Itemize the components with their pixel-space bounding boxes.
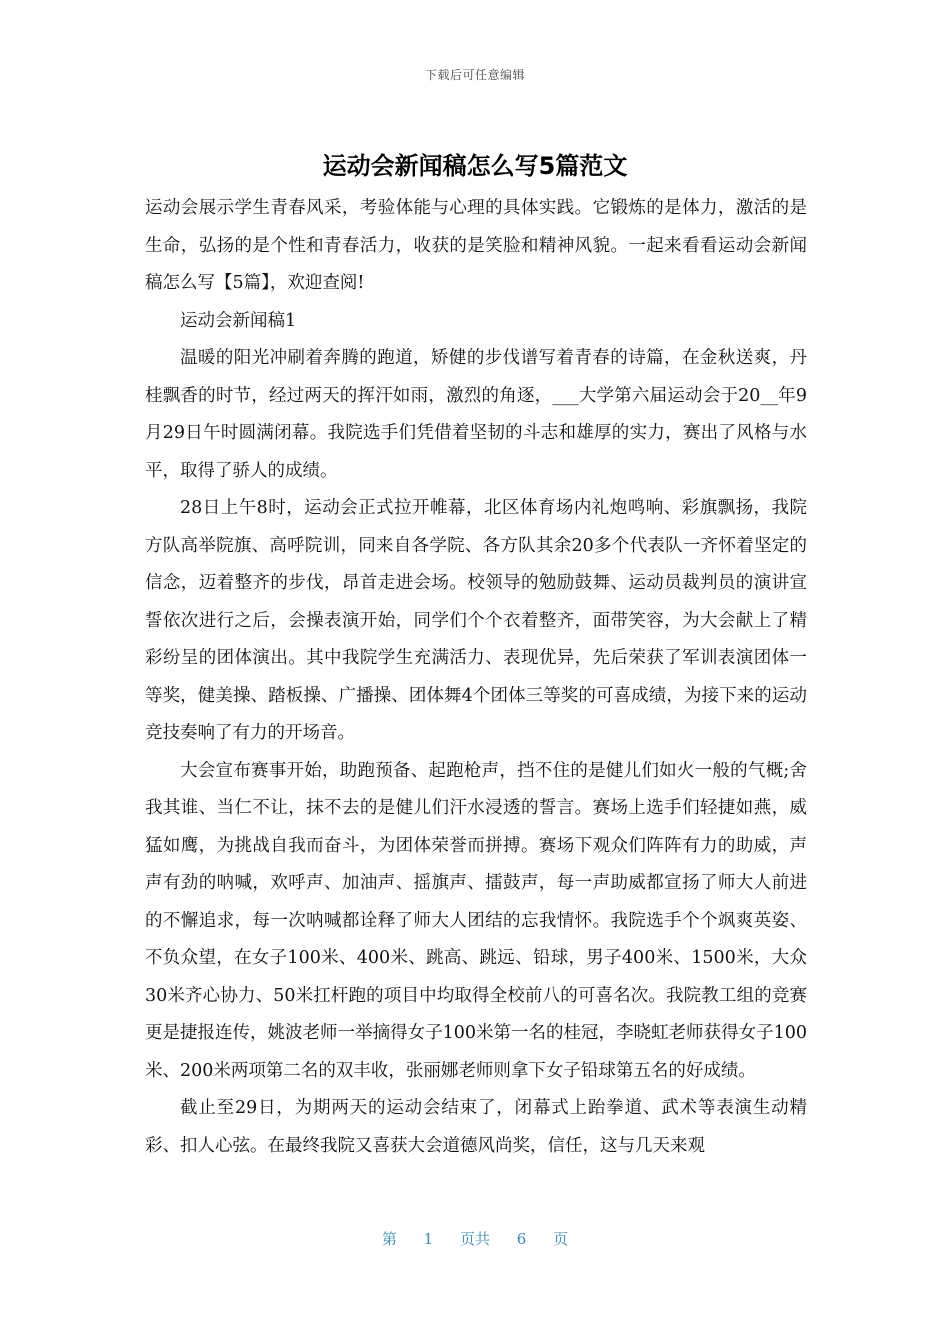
- intro-paragraph: 运动会展示学生青春风采，考验体能与心理的具体实践。它锻炼的是体力，激活的是生命，弘扬的是个性和青春活力，收获的是笑脸和精神风貌。一起来看看运动会新闻稿怎么写【5篇】，欢迎查阅!: [145, 198, 807, 293]
- page-total: 6: [516, 1230, 527, 1248]
- body-paragraph: 大会宣布赛事开始，助跑预备、起跑枪声，挡不住的是健儿们如火一般的气概;舍我其谁、当仁不让，抹不去的是健儿们汗水浸透的誓言。赛场上选手们轻捷如燕，威猛如鹰，为挑战自我而奋斗，为团体荣誉而拼搏。赛场下观众们阵阵有力的助威，声声有劲的呐喊，欢呼声、加油声、摇旗声、擂鼓声，每一声助威都宣扬了师大人前进的不懈追求，每一次呐喊都诠释了师大人团结的忘我情怀。我院选手个个飒爽英姿、不负众望，在女子100米、400米、跳高、跳远、铅球，男子400米、1500米，大众30米齐心协力、50米扛杆跑的项目中均取得全校前八的可喜名次。我院教工组的竞赛更是捷报连传，姚波老师一举摘得女子100米第一名的桂冠，李晓虹老师获得女子100米、200米两项第二名的双丰收，张丽娜老师则拿下女子铅球第五名的好成绩。: [145, 760, 807, 1081]
- body-paragraph: 截止至29日，为期两天的运动会结束了，闭幕式上跆拳道、武术等表演生动精彩、扣人心弦。在最终我院又喜获大会道德风尚奖，信任，这与几天来观: [145, 1098, 807, 1156]
- page-label-middle: 页共: [459, 1230, 490, 1248]
- document-body: [145, 190, 807, 1165]
- page-label-suffix: 页: [553, 1230, 569, 1248]
- page-current: 1: [423, 1230, 434, 1248]
- page-number-footer: [0, 1228, 950, 1249]
- body-paragraph: 温暖的阳光冲刷着奔腾的跑道，矫健的步伐谱写着青春的诗篇，在金秋送爽，丹桂飘香的时节，经过两天的挥汗如雨，激烈的角逐，___大学第六届运动会于20__年9月29日午时圆满闭幕。我院选手们凭借着坚韧的斗志和雄厚的实力，赛出了风格与水平，取得了骄人的成绩。: [145, 348, 807, 481]
- body-paragraph: 28日上午8时，运动会正式拉开帷幕，北区体育场内礼炮鸣响、彩旗飘扬，我院方队高举院旗、高呼院训，同来自各学院、各方队其余20多个代表队一齐怀着坚定的信念，迈着整齐的步伐，昂首走进会场。校领导的勉励鼓舞、运动员裁判员的演讲宣誓依次进行之后，会操表演开始，同学们个个衣着整齐，面带笑容，为大会献上了精彩纷呈的团体演出。其中我院学生充满活力、表现优异，先后荣获了军训表演团体一等奖，健美操、踏板操、广播操、团体舞4个团体三等奖的可喜成绩，为接下来的运动竞技奏响了有力的开场音。: [145, 498, 807, 743]
- page-label-prefix: 第: [381, 1230, 397, 1248]
- section-heading: 运动会新闻稿1: [180, 310, 297, 331]
- header-note: 下载后可任意编辑: [424, 68, 525, 82]
- document-title: 运动会新闻稿怎么写5篇范文: [322, 152, 628, 180]
